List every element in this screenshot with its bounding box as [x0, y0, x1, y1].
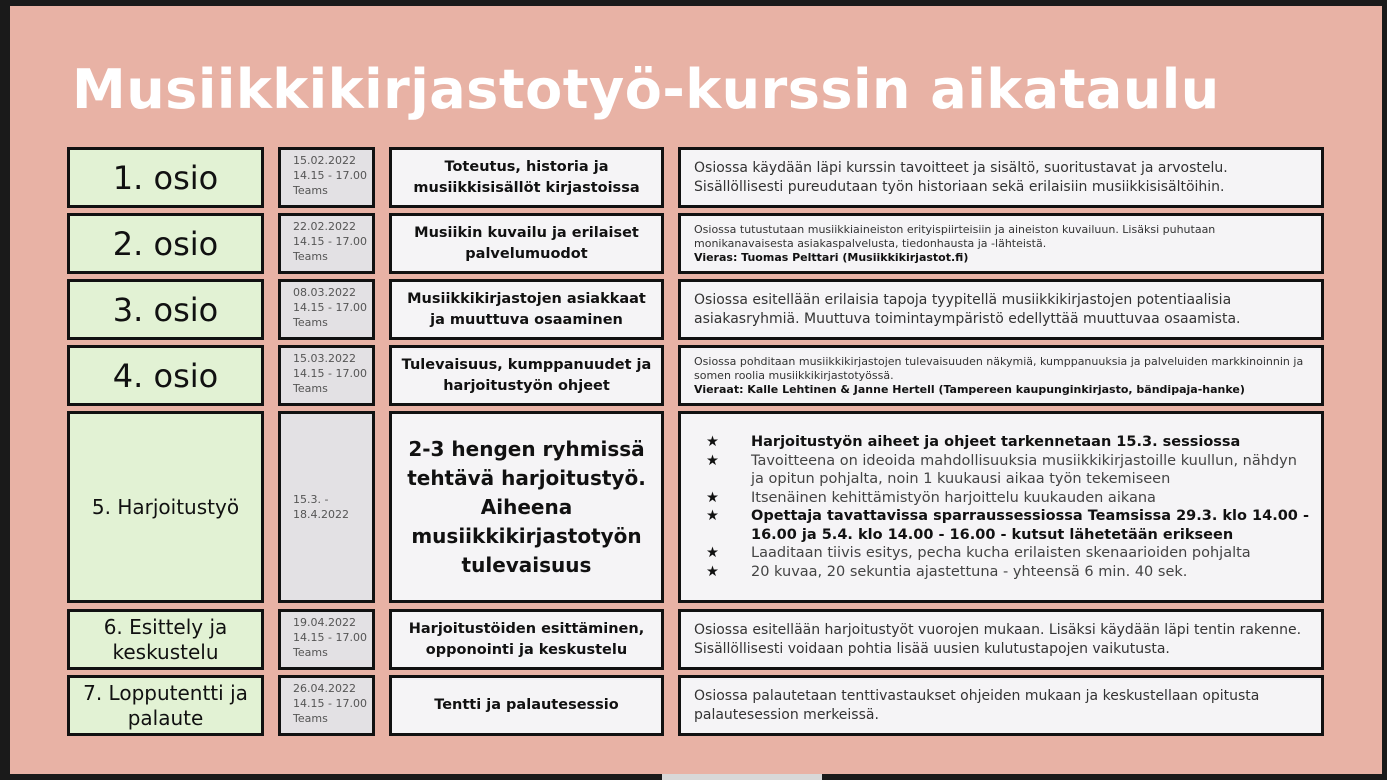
bullet-item [681, 544, 1309, 563]
date-cell: 15.3. - 18.4.2022 [278, 411, 375, 603]
bullet-item [681, 507, 1309, 544]
topic-cell: Tulevaisuus, kumppanuudet ja harjoitustyön ohjeet [389, 345, 664, 406]
bullet-text: Laaditaan tiivis esitys, pecha kucha erilaisten skenaarioiden pohjalta [751, 545, 1251, 561]
topic-cell: Harjoitustöiden esittäminen, opponointi ja keskustelu [389, 609, 664, 670]
bullet-text: Itsenäinen kehittämistyön harjoittelu kuukauden aikana [751, 489, 1156, 506]
part-label: 2. osio [67, 213, 264, 274]
part-label: 4. osio [67, 345, 264, 406]
bottom-strip [662, 774, 822, 780]
bullet-text: Harjoitustyön aiheet ja ohjeet tarkennetaan 15.3. sessiossa [751, 434, 1241, 450]
assignment-bullets [678, 411, 1324, 603]
star-bullet-icon: ★ [706, 545, 719, 561]
date-cell: 15.03.2022 14.15 - 17.00 Teams [278, 345, 375, 406]
date-cell: 15.02.2022 14.15 - 17.00 Teams [278, 147, 375, 208]
part-label: 6. Esittely ja keskustelu [67, 609, 264, 670]
star-bullet-icon: ★ [706, 434, 719, 450]
topic-cell: Musiikkikirjastojen asiakkaat ja muuttuva osaaminen [389, 279, 664, 340]
bullet-text: Tavoitteena on ideoida mahdollisuuksia musiikkikirjastoille kuullun, nähdyn ja opitun pohjalta, noin 1 kuukausi aikaa työn tekemiseen [751, 452, 1297, 487]
bullet-item [681, 452, 1309, 489]
guest-note: Vieraat: Kalle Lehtinen & Janne Hertell (Tampereen kaupunginkirjasto, bändipaja-hanke) [694, 382, 1245, 396]
date-cell: 19.04.2022 14.15 - 17.00 Teams [278, 609, 375, 670]
topic-cell: 2-3 hengen ryhmissä tehtävä harjoitustyö. Aiheena musiikkikirjastotyön tulevaisuus [389, 411, 664, 603]
part-label: 3. osio [67, 279, 264, 340]
bullet-item [681, 489, 1309, 508]
part-label: 5. Harjoitustyö [67, 411, 264, 603]
description-cell: Osiossa esitellään erilaisia tapoja tyypitellä musiikkikirjastojen potentiaalisia asiakasryhmiä. Muuttuva toimintaympäristö edellyttää muuttuvaa osaamista. [678, 279, 1324, 340]
star-bullet-icon: ★ [706, 452, 719, 469]
topic-cell: Toteutus, historia ja musiikkisisällöt kirjastoissa [389, 147, 664, 208]
description-cell: Osiossa palautetaan tenttivastaukset ohjeiden mukaan ja keskustellaan opitusta palautesession merkeissä. [678, 675, 1324, 736]
topic-cell: Musiikin kuvailu ja erilaiset palvelumuodot [389, 213, 664, 274]
star-bullet-icon: ★ [706, 489, 719, 506]
date-cell: 08.03.2022 14.15 - 17.00 Teams [278, 279, 375, 340]
slide-title: Musiikkikirjastotyö-kurssin aikataulu [72, 58, 1220, 121]
part-label: 1. osio [67, 147, 264, 208]
description-cell: Osiossa pohditaan musiikkikirjastojen tulevaisuuden näkymiä, kumppanuuksia ja palveluiden markkinoinnin ja somen roolia musiikkikirjastotyössä. Vieraat: Kalle Lehtinen & Janne Hertell (Tampereen kaupunginkirjasto, bändipaja-hanke) [678, 345, 1324, 406]
description-cell: Osiossa esitellään harjoitustyöt vuorojen mukaan. Lisäksi käydään läpi tentin rakenne. Sisällöllisesti voidaan pohtia lisää uusien kulutustapojen vaikutusta. [678, 609, 1324, 670]
star-bullet-icon: ★ [706, 563, 719, 580]
part-label: 7. Lopputentti ja palaute [67, 675, 264, 736]
date-cell: 22.02.2022 14.15 - 17.00 Teams [278, 213, 375, 274]
bullet-text: 20 kuvaa, 20 sekuntia ajastettuna - yhteensä 6 min. 40 sek. [751, 563, 1188, 580]
date-cell: 26.04.2022 14.15 - 17.00 Teams [278, 675, 375, 736]
guest-note: Vieras: Tuomas Pelttari (Musiikkikirjastot.fi) [694, 250, 969, 264]
star-bullet-icon: ★ [706, 508, 719, 524]
description-cell: Osiossa käydään läpi kurssin tavoitteet ja sisältö, suoritustavat ja arvostelu. Sisällöllisesti pureudutaan työn historiaan sekä erilaisiin musiikkisisältöihin. [678, 147, 1324, 208]
topic-cell: Tentti ja palautesessio [389, 675, 664, 736]
bullet-item [681, 433, 1309, 452]
description-cell: Osiossa tutustutaan musiikkiaineiston erityispiirteisiin ja aineiston kuvailuun. Lisäksi puhutaan monikanavaisesta asiakaspalvelusta, tiedonhausta ja -lähteistä. Vieras: Tuomas Pelttari (Musiikkikirjastot.fi) [678, 213, 1324, 274]
bullet-item [681, 563, 1309, 582]
bullet-text: Opettaja tavattavissa sparraussessiossa Teamsissa 29.3. klo 14.00 - 16.00 ja 5.4. klo 14.00 - 16.00 - kutsut lähetetään erikseen [751, 508, 1309, 543]
